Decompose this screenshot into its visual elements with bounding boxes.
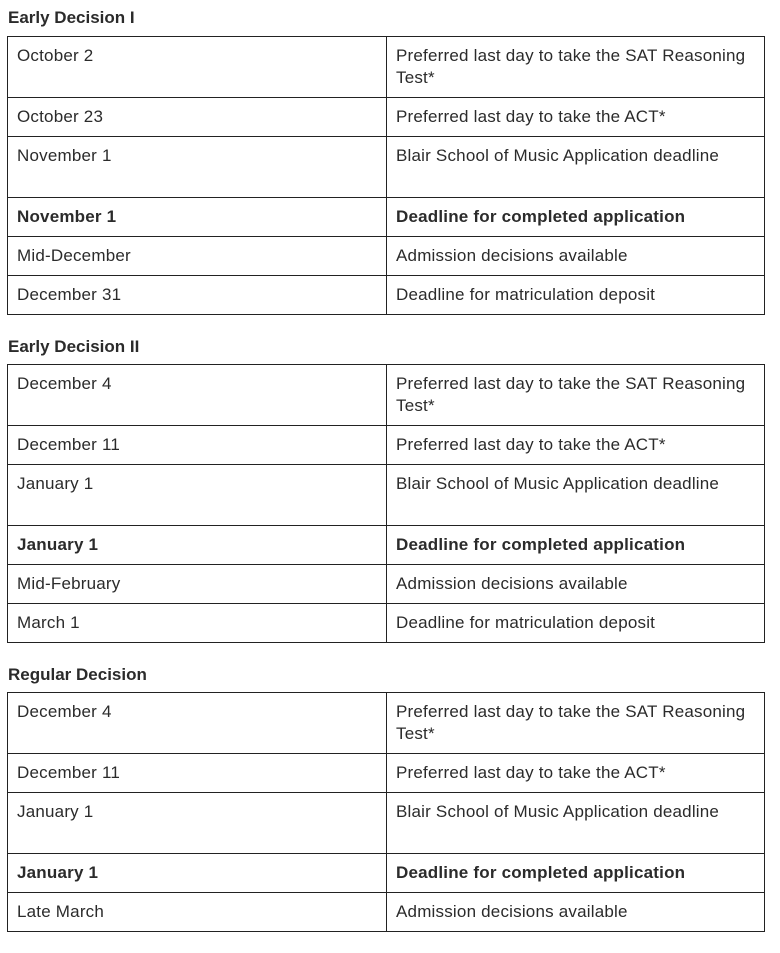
table-row: [8, 37, 765, 98]
section-title-regular-decision: Regular Decision: [8, 665, 147, 684]
event-cell: Deadline for completed application: [387, 198, 765, 237]
deadline-table-early-decision-2: [7, 364, 765, 643]
table-row: [8, 465, 765, 526]
table-row: [8, 276, 765, 315]
event-cell: Deadline for completed application: [387, 526, 765, 565]
table-row: [8, 137, 765, 198]
table-row-highlighted: [8, 854, 765, 893]
table-row: [8, 604, 765, 643]
event-cell: Preferred last day to take the SAT Reasoning Test*: [387, 693, 765, 754]
event-cell: Admission decisions available: [387, 565, 765, 604]
date-cell: Mid-December: [8, 237, 387, 276]
date-cell: December 4: [8, 693, 387, 754]
section-title-early-decision-1: Early Decision I: [8, 8, 135, 27]
table-row: [8, 426, 765, 465]
date-cell: January 1: [8, 465, 387, 526]
table-row: [8, 893, 765, 932]
event-cell: Blair School of Music Application deadline: [387, 465, 765, 526]
table-row: [8, 693, 765, 754]
table-row-highlighted: [8, 526, 765, 565]
date-cell: Mid-February: [8, 565, 387, 604]
table-row: [8, 237, 765, 276]
date-cell: January 1: [8, 526, 387, 565]
event-cell: Blair School of Music Application deadline: [387, 793, 765, 854]
date-cell: January 1: [8, 854, 387, 893]
table-row-highlighted: [8, 198, 765, 237]
table-row: [8, 365, 765, 426]
date-cell: December 4: [8, 365, 387, 426]
event-cell: Blair School of Music Application deadline: [387, 137, 765, 198]
table-row: [8, 754, 765, 793]
date-cell: November 1: [8, 198, 387, 237]
section-title-early-decision-2: Early Decision II: [8, 337, 140, 356]
table-row: [8, 98, 765, 137]
event-cell: Preferred last day to take the ACT*: [387, 98, 765, 137]
deadline-table-regular-decision: [7, 692, 765, 932]
date-cell: December 11: [8, 754, 387, 793]
date-cell: Late March: [8, 893, 387, 932]
event-cell: Deadline for matriculation deposit: [387, 276, 765, 315]
date-cell: November 1: [8, 137, 387, 198]
event-cell: Admission decisions available: [387, 237, 765, 276]
date-cell: October 23: [8, 98, 387, 137]
table-row: [8, 793, 765, 854]
event-cell: Preferred last day to take the ACT*: [387, 426, 765, 465]
event-cell: Preferred last day to take the SAT Reasoning Test*: [387, 37, 765, 98]
event-cell: Preferred last day to take the SAT Reasoning Test*: [387, 365, 765, 426]
date-cell: December 31: [8, 276, 387, 315]
event-cell: Preferred last day to take the ACT*: [387, 754, 765, 793]
date-cell: January 1: [8, 793, 387, 854]
table-row: [8, 565, 765, 604]
event-cell: Admission decisions available: [387, 893, 765, 932]
date-cell: March 1: [8, 604, 387, 643]
event-cell: Deadline for completed application: [387, 854, 765, 893]
event-cell: Deadline for matriculation deposit: [387, 604, 765, 643]
deadline-table-early-decision-1: [7, 36, 765, 315]
date-cell: December 11: [8, 426, 387, 465]
date-cell: October 2: [8, 37, 387, 98]
